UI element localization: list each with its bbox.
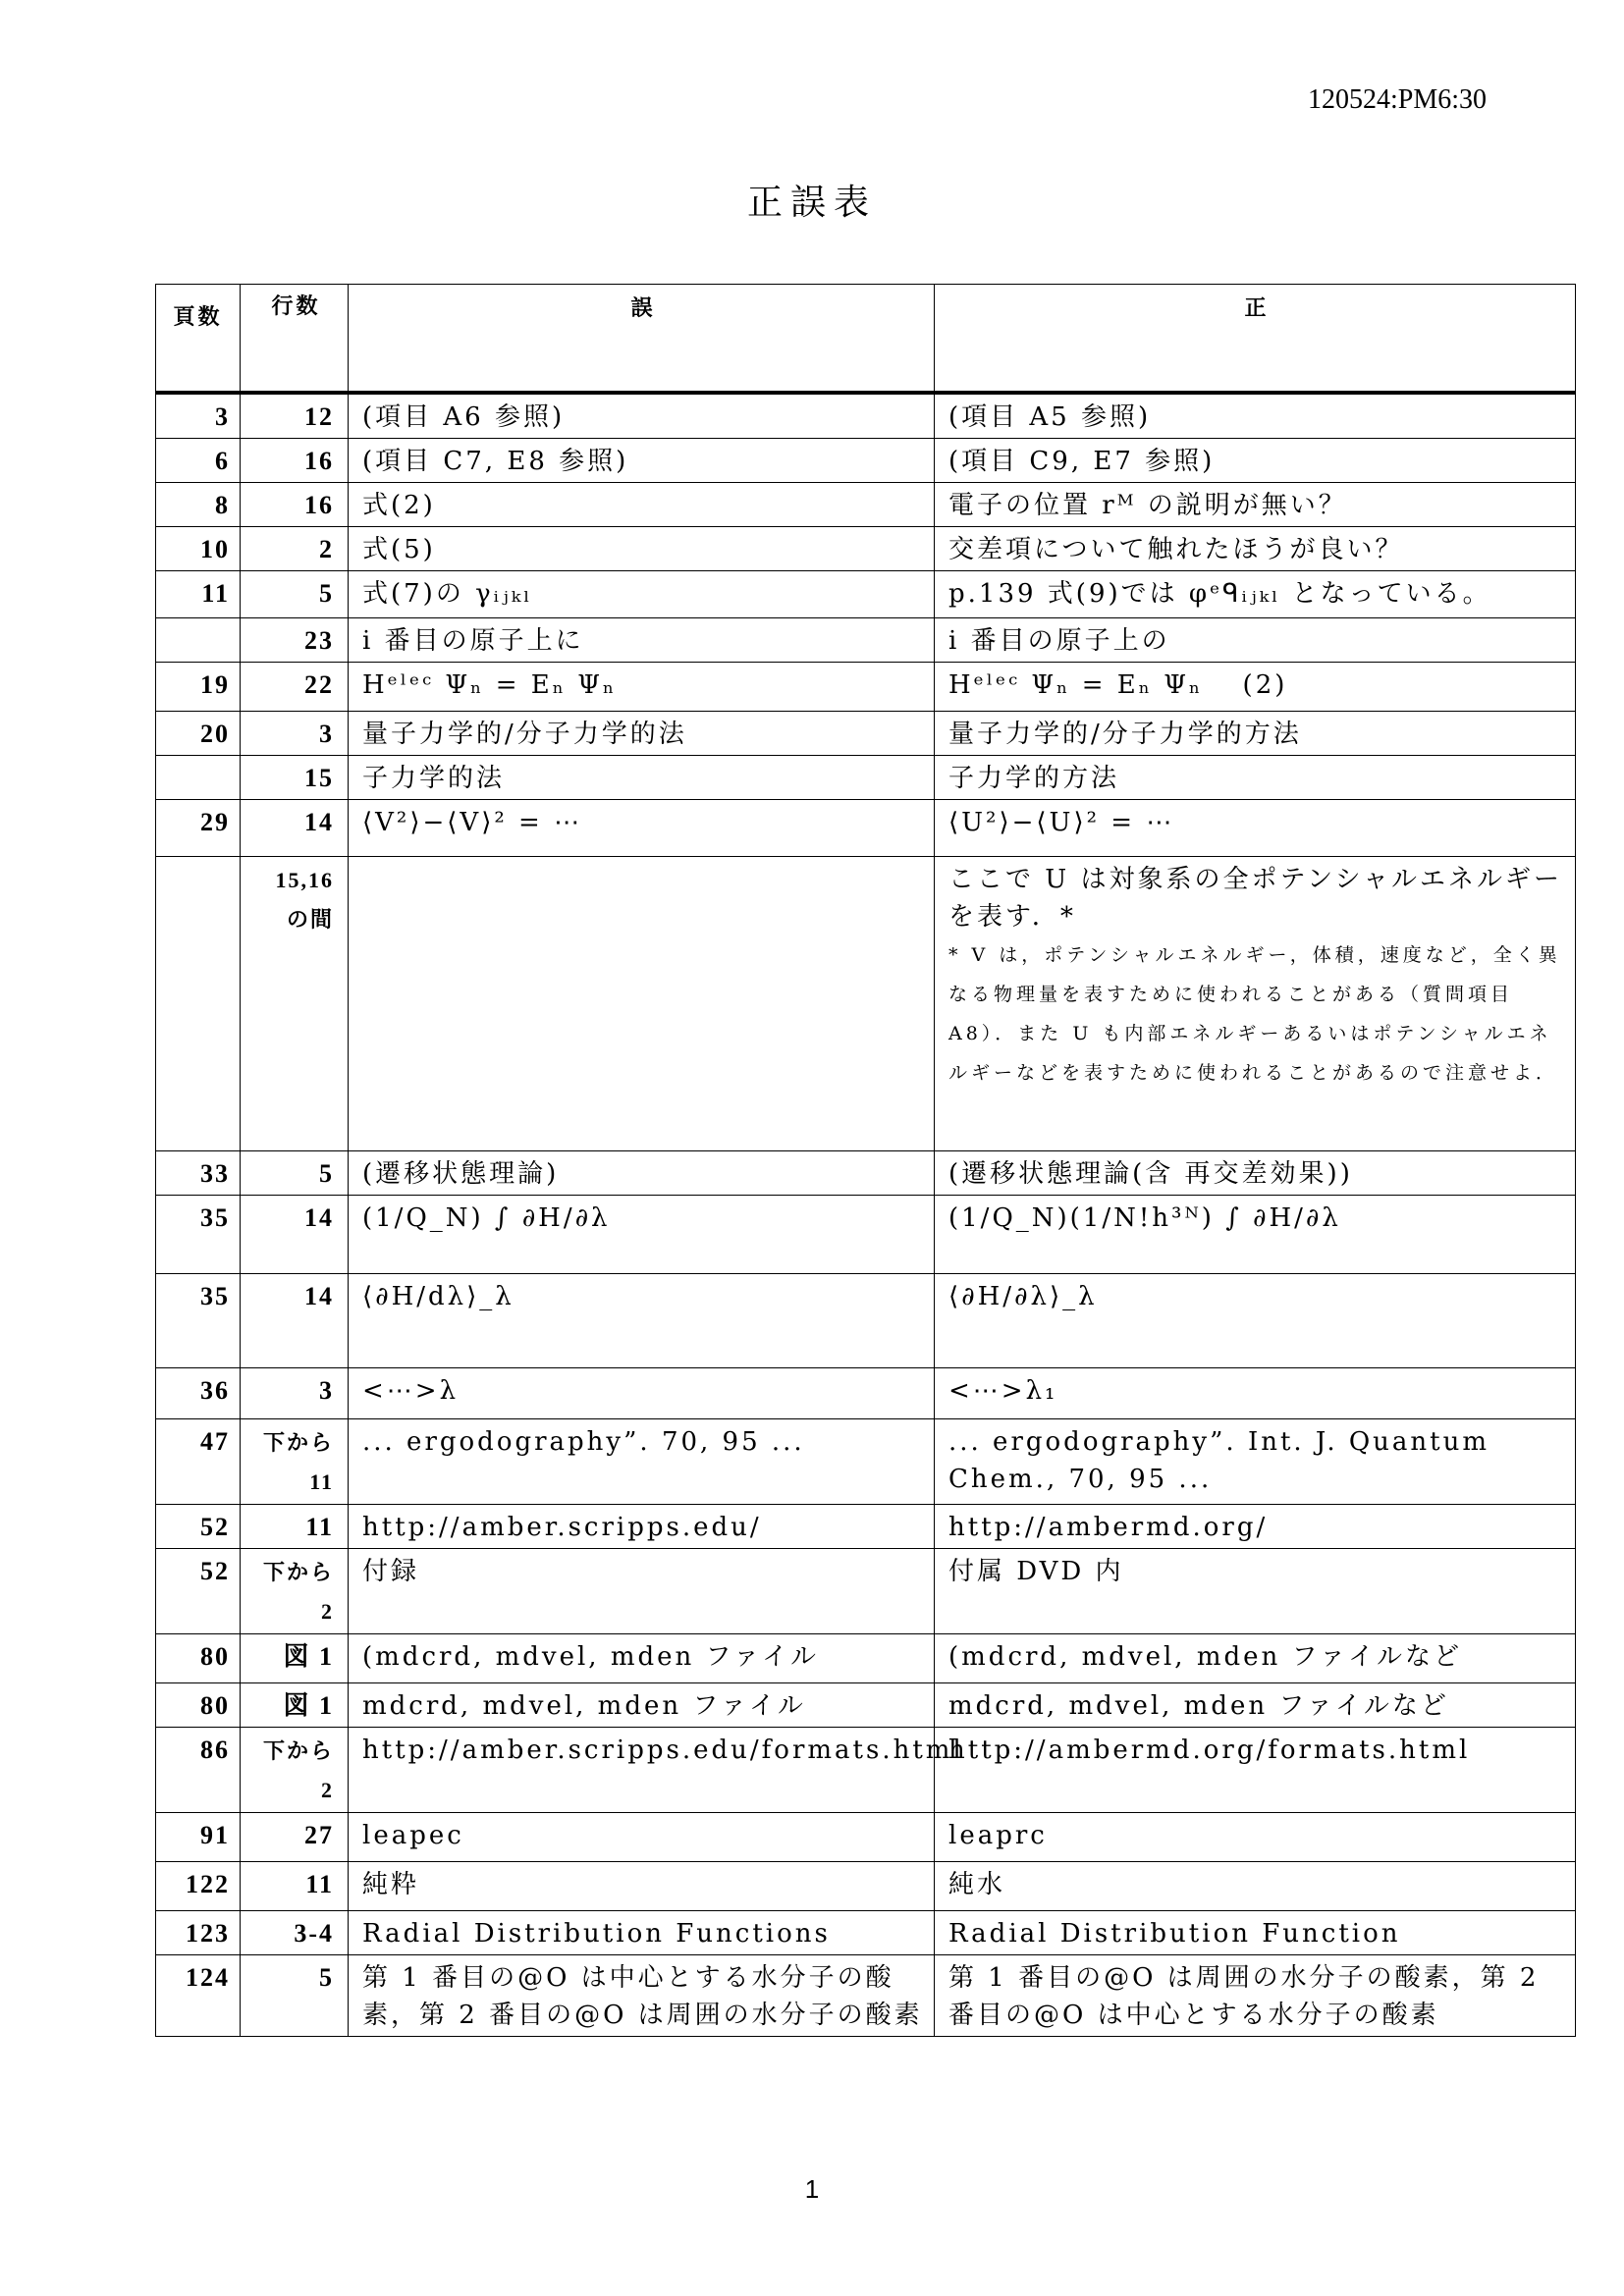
table-row	[156, 1196, 1576, 1274]
cell-right: 量子力学的/分子力学的方法	[935, 712, 1576, 756]
cell-page	[156, 857, 241, 1151]
cell-wrong: 式(7)の γᵢⱼₖₗ	[349, 571, 935, 618]
cell-right: (項目 C9, E7 参照)	[935, 439, 1576, 483]
cell-line: 27	[241, 1813, 349, 1862]
cell-line: 11	[241, 1862, 349, 1911]
cell-page: 29	[156, 800, 241, 857]
cell-page: 91	[156, 1813, 241, 1862]
cell-wrong: http://amber.scripps.edu/	[349, 1505, 935, 1549]
cell-right: Hᵉˡᵉᶜ Ψₙ = Eₙ Ψₙ (2)	[935, 663, 1576, 712]
cell-wrong: (1/Q_N) ∫ ∂H/∂λ	[349, 1196, 935, 1274]
header-row	[156, 285, 1576, 394]
cell-line: 14	[241, 800, 349, 857]
cell-page: 11	[156, 571, 241, 618]
cell-right: 付属 DVD 内	[935, 1549, 1576, 1634]
cell-right: 第 1 番目の@O は周囲の水分子の酸素，第 2 番目の@O は中心とする水分子の酸素	[935, 1955, 1576, 2037]
cell-right: mdcrd, mdvel, mden ファイルなど	[935, 1683, 1576, 1728]
cell-page: 33	[156, 1151, 241, 1196]
cell-right: ... ergodography”. Int. J. Quantum Chem., 70, 95 ...	[935, 1419, 1576, 1505]
table-row	[156, 571, 1576, 618]
cell-line: 16	[241, 439, 349, 483]
cell-line: 3	[241, 712, 349, 756]
cell-wrong: 付録	[349, 1549, 935, 1634]
cell-line: 15,16 の間	[241, 857, 349, 1151]
cell-wrong: ⟨∂H/dλ⟩_λ	[349, 1274, 935, 1368]
cell-wrong: 第 1 番目の@O は中心とする水分子の酸素，第 2 番目の@O は周囲の水分子の酸素	[349, 1955, 935, 2037]
cell-right: ⟨U²⟩−⟨U⟩² = ⋯	[935, 800, 1576, 857]
cell-wrong: ... ergodography”. 70, 95 ...	[349, 1419, 935, 1505]
cell-right	[935, 857, 1576, 1151]
cell-right: (1/Q_N)(1/N!h³ᴺ) ∫ ∂H/∂λ	[935, 1196, 1576, 1274]
cell-wrong: i 番目の原子上に	[349, 618, 935, 663]
cell-line: 2	[241, 527, 349, 571]
table-row	[156, 756, 1576, 800]
cell-wrong: Radial Distribution Functions	[349, 1911, 935, 1955]
cell-line: 11	[241, 1505, 349, 1549]
table-row	[156, 1419, 1576, 1505]
table-row	[156, 663, 1576, 712]
cell-line: 23	[241, 618, 349, 663]
header-right: 正	[935, 285, 1576, 394]
cell-line: 下から 11	[241, 1419, 349, 1505]
cell-page: 36	[156, 1368, 241, 1419]
cell-page: 20	[156, 712, 241, 756]
cell-page: 19	[156, 663, 241, 712]
cell-line: 5	[241, 1151, 349, 1196]
cell-wrong: ⟨V²⟩−⟨V⟩² = ⋯	[349, 800, 935, 857]
cell-wrong: (項目 C7, E8 参照)	[349, 439, 935, 483]
cell-page	[156, 756, 241, 800]
timestamp-stamp: 120524:PM6:30	[1307, 84, 1487, 115]
table-row	[156, 1549, 1576, 1634]
header-page: 頁数	[156, 285, 241, 394]
cell-wrong: 量子力学的/分子力学的法	[349, 712, 935, 756]
cell-right-text: ここで U は対象系の全ポテンシャルエネルギーを表す．*	[948, 865, 1562, 932]
cell-wrong: (遷移状態理論)	[349, 1151, 935, 1196]
cell-page: 10	[156, 527, 241, 571]
cell-page: 3	[156, 393, 241, 439]
table-row	[156, 527, 1576, 571]
cell-right: http://ambermd.org/	[935, 1505, 1576, 1549]
footnote-text: * V は，ポテンシャルエネルギー，体積，速度など，全く異なる物理量を表すために使われることがある（質問項目 A8）．また U も内部エネルギーあるいはポテンシャルエネルギーなどを表すために使われることがあるので注意せよ．	[948, 944, 1561, 1084]
cell-line: 3	[241, 1368, 349, 1419]
cell-wrong: 式(2)	[349, 483, 935, 527]
cell-page: 123	[156, 1911, 241, 1955]
cell-line: 16	[241, 483, 349, 527]
cell-page: 35	[156, 1274, 241, 1368]
cell-right: 子力学的方法	[935, 756, 1576, 800]
cell-wrong: Hᵉˡᵉᶜ Ψₙ = Eₙ Ψₙ	[349, 663, 935, 712]
table-row	[156, 1813, 1576, 1862]
cell-right: (項目 A5 参照)	[935, 393, 1576, 439]
cell-line: 下から 2	[241, 1728, 349, 1813]
cell-right: p.139 式(9)では φᵉᑫᵢⱼₖₗ となっている。	[935, 571, 1576, 618]
cell-page: 52	[156, 1549, 241, 1634]
table-row	[156, 439, 1576, 483]
cell-right: Radial Distribution Function	[935, 1911, 1576, 1955]
table-row	[156, 1911, 1576, 1955]
cell-line: 14	[241, 1274, 349, 1368]
page-title: 正誤表	[746, 183, 877, 223]
table-row	[156, 857, 1576, 1151]
table-row	[156, 618, 1576, 663]
cell-page: 124	[156, 1955, 241, 2037]
cell-line: 5	[241, 1955, 349, 2037]
table-row	[156, 1955, 1576, 2037]
cell-right: 交差項について触れたほうが良い？	[935, 527, 1576, 571]
cell-right: (遷移状態理論(含 再交差効果))	[935, 1151, 1576, 1196]
cell-line: 3-4	[241, 1911, 349, 1955]
table-row	[156, 1151, 1576, 1196]
table-row	[156, 1505, 1576, 1549]
errata-table	[155, 284, 1576, 2037]
table-row	[156, 1862, 1576, 1911]
cell-right: 純水	[935, 1862, 1576, 1911]
cell-wrong: <⋯>λ	[349, 1368, 935, 1419]
cell-wrong: 式(5)	[349, 527, 935, 571]
cell-page: 122	[156, 1862, 241, 1911]
cell-wrong: http://amber.scripps.edu/formats.html	[349, 1728, 935, 1813]
cell-line: 22	[241, 663, 349, 712]
cell-line: 図 1	[241, 1634, 349, 1683]
cell-wrong	[349, 857, 935, 1151]
cell-page: 47	[156, 1419, 241, 1505]
cell-line: 図 1	[241, 1683, 349, 1728]
table-row	[156, 1634, 1576, 1683]
cell-wrong: (項目 A6 参照)	[349, 393, 935, 439]
cell-page: 52	[156, 1505, 241, 1549]
cell-right: (mdcrd, mdvel, mden ファイルなど	[935, 1634, 1576, 1683]
page-number: 1	[804, 2174, 820, 2204]
table-row	[156, 1368, 1576, 1419]
cell-right: <⋯>λ₁	[935, 1368, 1576, 1419]
header-wrong: 誤	[349, 285, 935, 394]
cell-wrong: (mdcrd, mdvel, mden ファイル	[349, 1634, 935, 1683]
cell-page: 8	[156, 483, 241, 527]
cell-wrong: 純粋	[349, 1862, 935, 1911]
cell-line: 5	[241, 571, 349, 618]
table-row	[156, 1274, 1576, 1368]
cell-page: 6	[156, 439, 241, 483]
cell-wrong: leapec	[349, 1813, 935, 1862]
cell-line: 下から 2	[241, 1549, 349, 1634]
cell-page	[156, 618, 241, 663]
header-line: 行数	[241, 285, 349, 394]
cell-line: 12	[241, 393, 349, 439]
cell-right: http://ambermd.org/formats.html	[935, 1728, 1576, 1813]
table-row	[156, 1683, 1576, 1728]
cell-page: 86	[156, 1728, 241, 1813]
cell-page: 35	[156, 1196, 241, 1274]
cell-line: 14	[241, 1196, 349, 1274]
cell-right: 電子の位置 rᴹ の説明が無い？	[935, 483, 1576, 527]
cell-right: leaprc	[935, 1813, 1576, 1862]
table-row	[156, 483, 1576, 527]
table-row	[156, 1728, 1576, 1813]
cell-line: 15	[241, 756, 349, 800]
table-row	[156, 393, 1576, 439]
table-row	[156, 800, 1576, 857]
cell-page: 80	[156, 1634, 241, 1683]
cell-right: i 番目の原子上の	[935, 618, 1576, 663]
cell-page: 80	[156, 1683, 241, 1728]
cell-wrong: mdcrd, mdvel, mden ファイル	[349, 1683, 935, 1728]
table-row	[156, 712, 1576, 756]
cell-right: ⟨∂H/∂λ⟩_λ	[935, 1274, 1576, 1368]
cell-wrong: 子力学的法	[349, 756, 935, 800]
